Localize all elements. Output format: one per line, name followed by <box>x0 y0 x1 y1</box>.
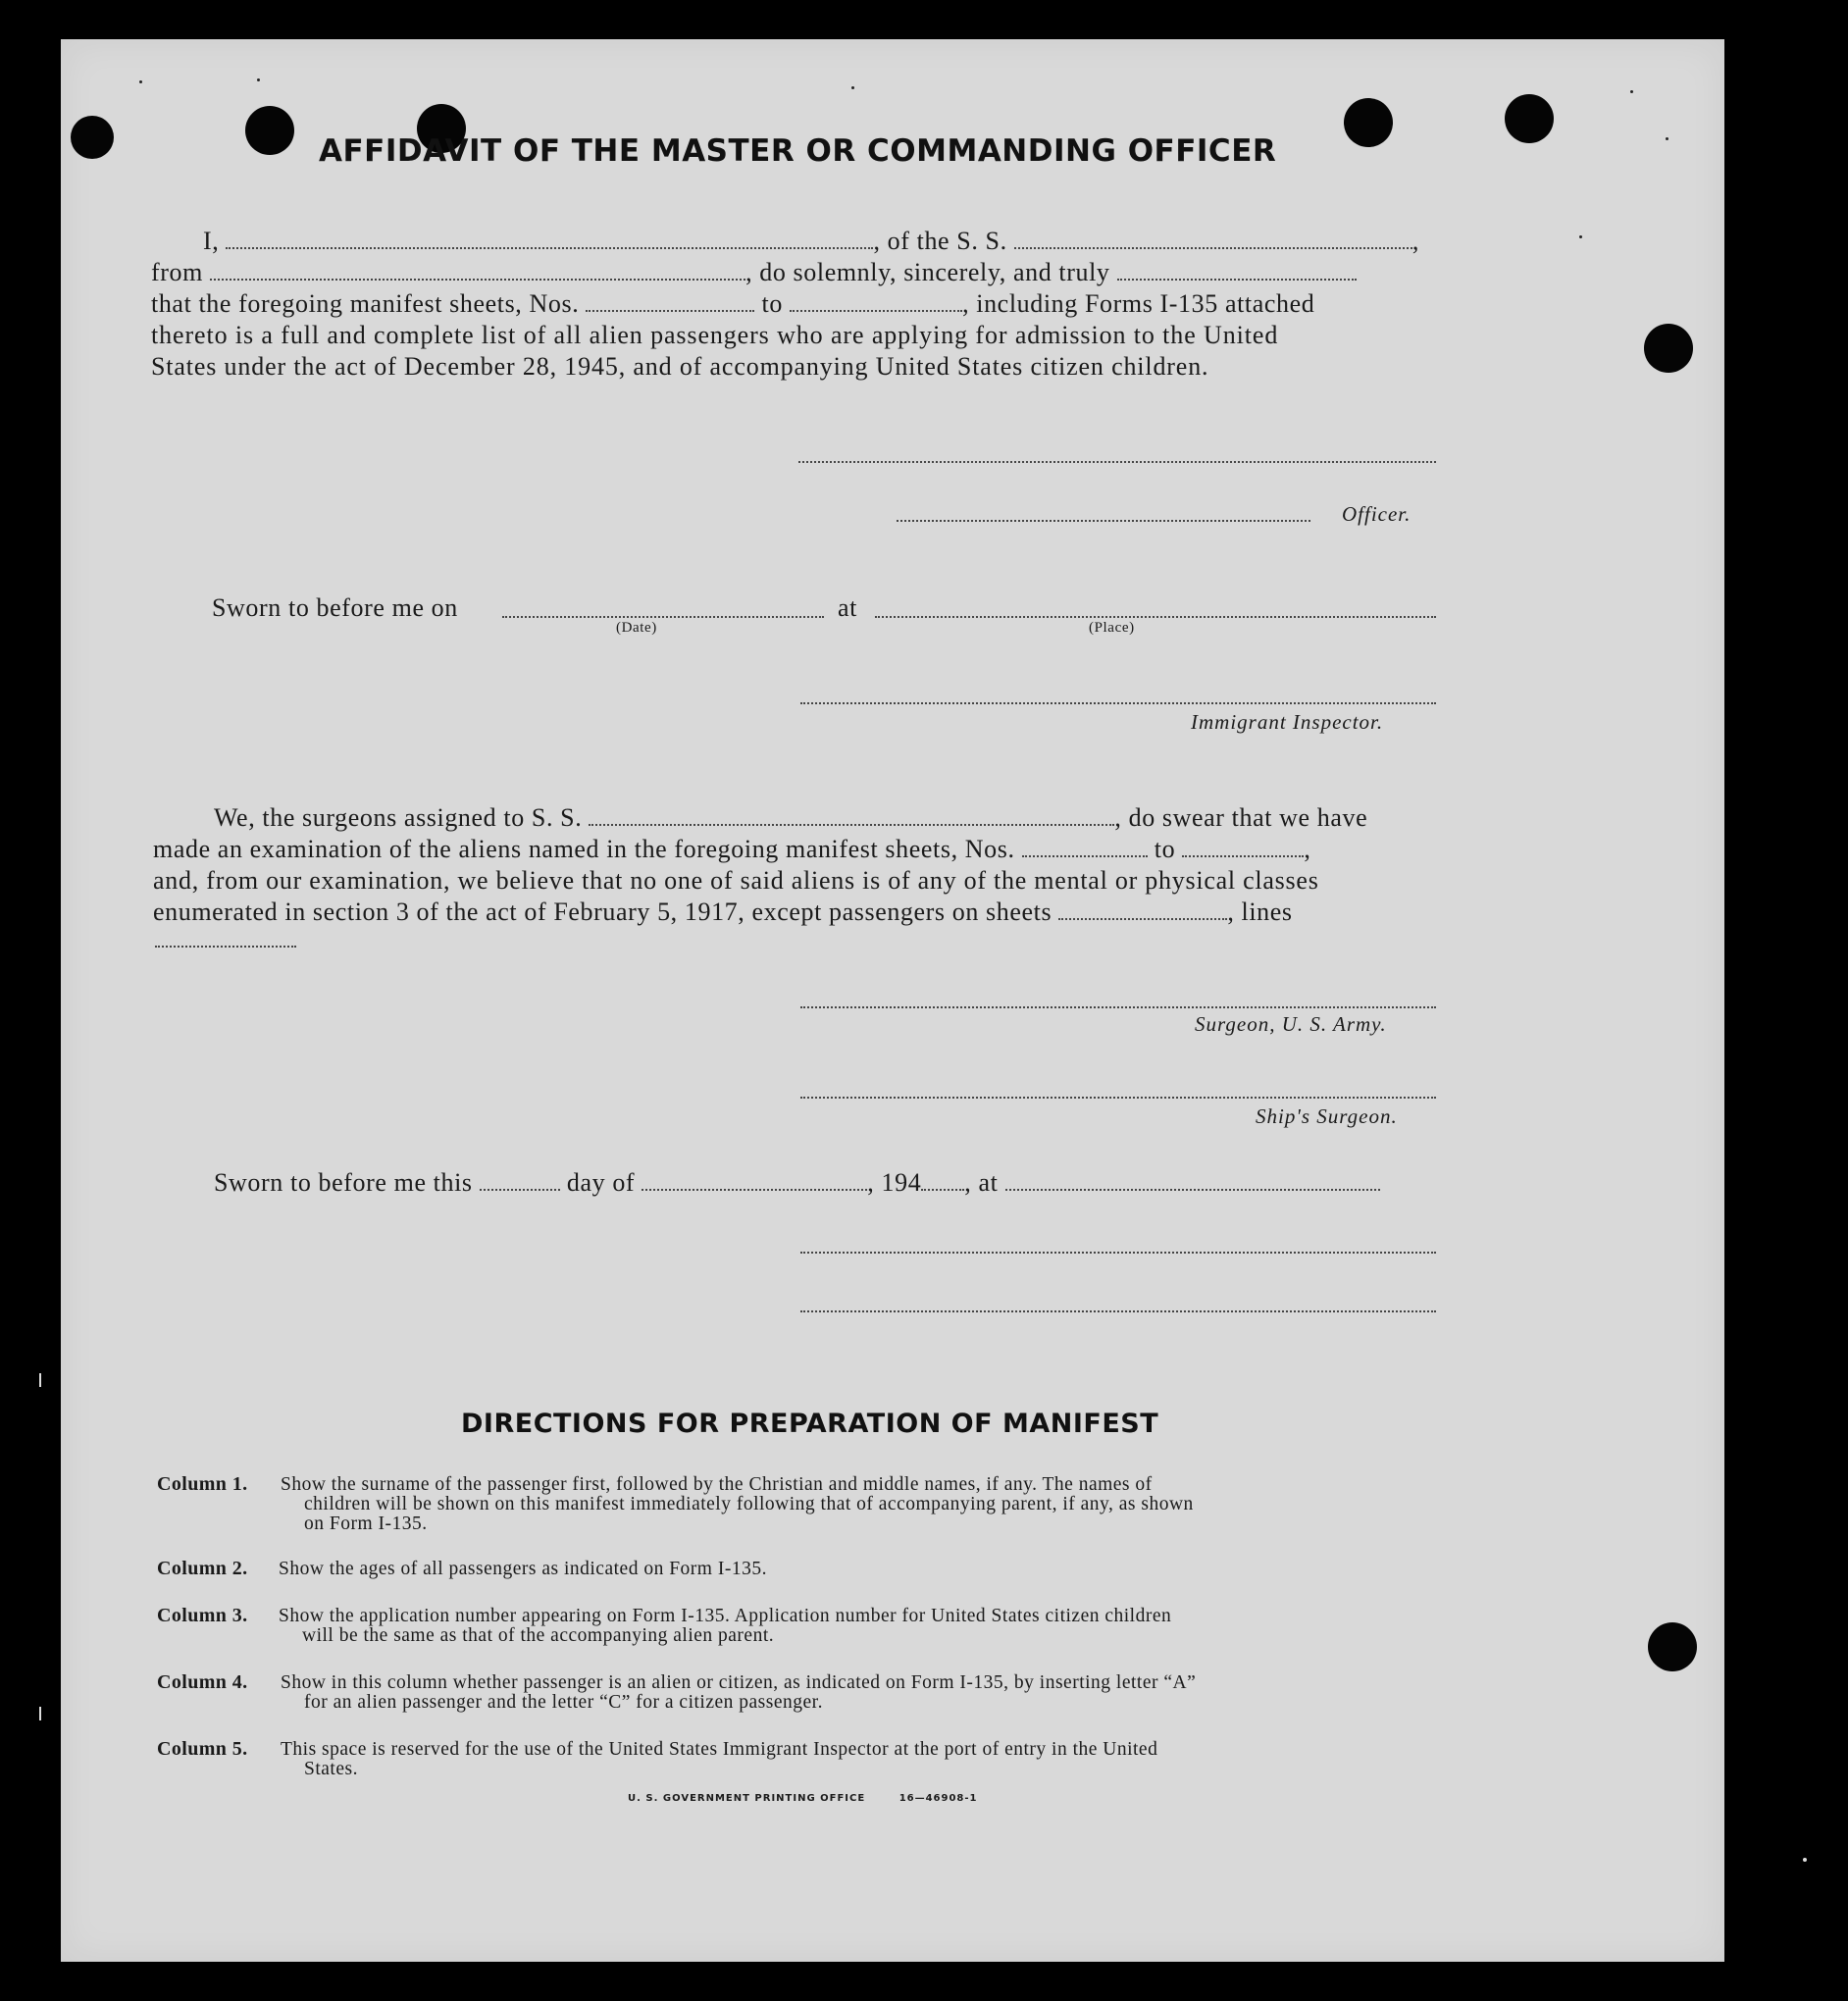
direction-text <box>279 1560 1448 1579</box>
punch-hole <box>1644 324 1693 373</box>
direction-line: children will be shown on this manifest immediately following that of accompanying parent, if any, as shown <box>304 1494 1194 1514</box>
speck <box>1803 1858 1807 1862</box>
direction-first-line: This space is reserved for the use of the United States Immigrant Inspector at the port of entry in the United <box>281 1739 1158 1760</box>
punch-hole <box>1505 94 1554 143</box>
printer-imprint <box>628 1793 978 1804</box>
army-surgeon-label: Surgeon, U. S. Army. <box>1195 1012 1387 1036</box>
direction-label: Column 2. <box>157 1558 248 1579</box>
punch-hole <box>1648 1622 1697 1671</box>
affidavit-text: , <box>1412 227 1419 255</box>
printer-name: U. S. GOVERNMENT PRINTING OFFICE <box>628 1793 866 1804</box>
speck <box>139 80 142 83</box>
direction-text <box>279 1607 1448 1646</box>
direction-line: States. <box>304 1759 358 1779</box>
affidavit-line-3 <box>151 288 1314 319</box>
sworn-before-text: Sworn to before me on <box>212 593 458 622</box>
speck <box>851 86 854 89</box>
affidavit-text: to <box>761 289 783 318</box>
ship-name-field[interactable] <box>1014 228 1412 249</box>
sworn-text: , 194 <box>867 1168 922 1197</box>
punch-hole <box>1344 98 1393 147</box>
surgeons-line-3: and, from our examination, we believe that no one of said aliens is of any of the mental or physical classes <box>153 866 1319 895</box>
affidavit-text: that the foregoing manifest sheets, Nos. <box>151 289 580 318</box>
affidavit-text: I, <box>203 227 220 255</box>
direction-text <box>281 1673 1450 1713</box>
form-code: 16—46908-1 <box>898 1793 978 1804</box>
speck <box>257 78 260 81</box>
affidavit-line-1 <box>203 226 1419 256</box>
speck <box>1666 137 1668 140</box>
sheet-from-field[interactable] <box>586 290 754 312</box>
direction-first-line: Show in this column whether passenger is an alien or citizen, as indicated on Form I-135, by inserting letter “A” <box>281 1672 1197 1693</box>
sworn-location-field[interactable] <box>1005 1169 1380 1191</box>
surgeons-text: enumerated in section 3 of the act of February 5, 1917, except passengers on sheets <box>153 898 1052 926</box>
surgeons-text: to <box>1154 835 1176 863</box>
inspector-label: Immigrant Inspector. <box>1191 710 1384 734</box>
direction-first-line: Show the surname of the passenger first, followed by the Christian and middle names, if any. The names of <box>281 1474 1153 1495</box>
except-sheets-field[interactable] <box>1058 898 1227 920</box>
surgeons-text: made an examination of the aliens named in the foregoing manifest sheets, Nos. <box>153 835 1015 863</box>
sworn-signature-line-2[interactable] <box>800 1310 1436 1312</box>
exam-sheet-from-field[interactable] <box>1022 836 1148 857</box>
speck <box>39 1373 41 1387</box>
speck <box>39 1707 41 1720</box>
oath-field[interactable] <box>1117 259 1357 281</box>
army-surgeon-signature-line[interactable] <box>800 1006 1436 1008</box>
sworn-text: Sworn to before me this <box>214 1168 473 1197</box>
speck <box>1630 90 1633 93</box>
affidavit-text: , do solemnly, sincerely, and truly <box>745 258 1110 286</box>
surgeons-line-1 <box>214 802 1367 833</box>
surgeons-text: We, the surgeons assigned to S. S. <box>214 803 583 832</box>
officer-signature-line[interactable] <box>798 461 1436 463</box>
ship-surgeon-label: Ship's Surgeon. <box>1256 1104 1398 1128</box>
affidavit-title: AFFIDAVIT OF THE MASTER OR COMMANDING OFFICER <box>319 133 1277 169</box>
surgeons-text: , <box>1304 835 1311 863</box>
surgeons-text: , lines <box>1227 898 1293 926</box>
place-caption: (Place) <box>1089 620 1135 636</box>
inspector-signature-line[interactable] <box>800 702 1436 704</box>
sworn-month-field[interactable] <box>642 1169 867 1191</box>
direction-text <box>281 1475 1450 1534</box>
affidavit-text: , including Forms I-135 attached <box>962 289 1315 318</box>
sworn-this-line <box>214 1167 1380 1198</box>
direction-label: Column 4. <box>157 1671 248 1693</box>
exam-sheet-to-field[interactable] <box>1182 836 1304 857</box>
affidavit-line-5: States under the act of December 28, 1945, and of accompanying United States citizen children. <box>151 352 1209 381</box>
ship-surgeon-signature-line[interactable] <box>800 1097 1436 1099</box>
sworn-signature-line-1[interactable] <box>800 1252 1436 1254</box>
surgeons-text: , do swear that we have <box>1114 803 1368 832</box>
affidavit-line-2 <box>151 257 1357 287</box>
form-page <box>61 39 1724 1962</box>
speck <box>1579 235 1582 238</box>
direction-first-line: Show the application number appearing on Form I-135. Application number for United States citizen children <box>279 1606 1172 1626</box>
direction-line: will be the same as that of the accompanying alien parent. <box>302 1625 775 1646</box>
punch-hole <box>71 116 114 159</box>
sheet-to-field[interactable] <box>790 290 962 312</box>
affidavit-text: , of the S. S. <box>873 227 1007 255</box>
departure-port-field[interactable] <box>210 259 745 281</box>
except-lines-field[interactable] <box>155 946 296 948</box>
directions-title: DIRECTIONS FOR PREPARATION OF MANIFEST <box>461 1409 1159 1439</box>
surgeons-line-2 <box>153 834 1310 864</box>
direction-label: Column 1. <box>157 1473 248 1495</box>
direction-label: Column 3. <box>157 1605 248 1626</box>
direction-line: on Form I-135. <box>304 1514 428 1534</box>
surgeons-line-4 <box>153 897 1293 927</box>
officer-label: Officer. <box>1342 502 1412 526</box>
direction-first-line: Show the ages of all passengers as indicated on Form I-135. <box>279 1559 767 1579</box>
date-caption: (Date) <box>616 620 657 636</box>
direction-text <box>281 1740 1450 1779</box>
sworn-text: day of <box>566 1168 636 1197</box>
affidavit-text: from <box>151 258 203 286</box>
direction-line: for an alien passenger and the letter “C” for a citizen passenger. <box>304 1692 823 1713</box>
affidavit-line-4: thereto is a full and complete list of all alien passengers who are applying for admission to the United <box>151 321 1279 349</box>
sworn-text: , at <box>964 1168 999 1197</box>
master-name-field[interactable] <box>226 228 873 249</box>
direction-label: Column 5. <box>157 1738 248 1760</box>
sworn-place-field[interactable] <box>875 616 1436 618</box>
officer-title-line[interactable] <box>897 520 1310 522</box>
sworn-day-field[interactable] <box>480 1169 560 1191</box>
sworn-at-text: at <box>838 593 857 622</box>
sworn-year-field[interactable] <box>921 1169 964 1191</box>
punch-hole <box>245 106 294 155</box>
sworn-date-field[interactable] <box>502 616 824 618</box>
surgeon-ship-field[interactable] <box>589 804 1114 826</box>
